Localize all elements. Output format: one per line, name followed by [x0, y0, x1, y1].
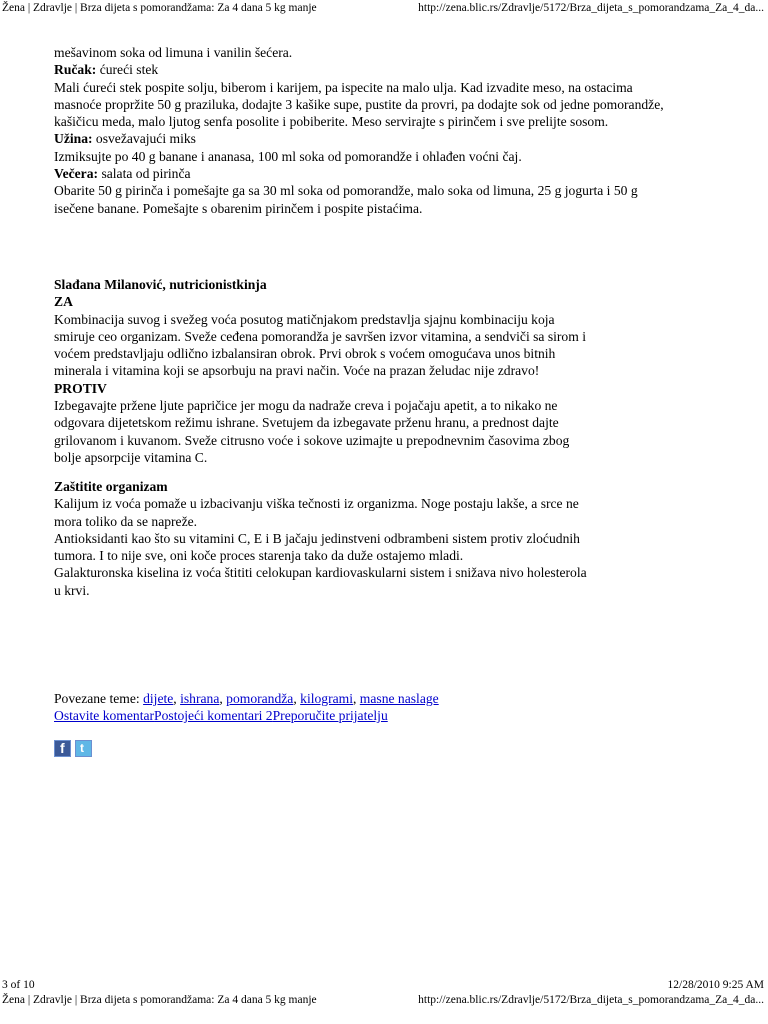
existing-comments-link[interactable]: Postojeći komentari 2	[154, 708, 273, 724]
protiv-label: PROTIV	[54, 380, 107, 396]
uzina-title: osvežavajući miks	[95, 131, 196, 147]
print-datetime: 12/28/2010 9:25 AM	[667, 979, 764, 991]
vecera-line: isečene banane. Pomešajte s obarenim pirinčem i pospite pistaćima.	[54, 200, 423, 216]
protiv-heading	[54, 380, 722, 397]
tag-link-kilogrami[interactable]: kilogrami	[300, 691, 353, 706]
protiv-line: bolje apsorpcije vitamina C.	[54, 449, 208, 465]
uzina-label: Užina:	[54, 131, 93, 147]
tag-link-pomorandza[interactable]: pomorandža	[226, 691, 294, 706]
tag-link-ishrana[interactable]: ishrana	[180, 691, 220, 706]
tag-link-masne-naslage[interactable]: masne naslage	[359, 691, 439, 706]
protiv-line: grilovanom i kuvanom. Sveže citrusno voće i sokove uzimajte u prepodnevnim časovima zbog	[54, 432, 570, 448]
comment-links	[54, 707, 722, 724]
recommend-friend-link[interactable]: Preporučite prijatelju	[272, 708, 388, 724]
vecera-label: Večera:	[54, 166, 99, 182]
protect-line: Galakturonska kiselina iz voća štititi celokupan kardiovaskularni sistem i snižava nivo holesterola	[54, 565, 587, 581]
expert-section	[54, 276, 722, 466]
rucak-title: ćureći stek	[99, 62, 159, 78]
expert-name-text: Slađana Milanović, nutricionistkinja	[54, 277, 267, 292]
protect-line: Kalijum iz voća pomaže u izbacivanju viška tečnosti iz organizma. Noge postaju lakše, a srce ne	[54, 496, 579, 512]
rucak-line: kašičicu meda, malo ljutog senfa posolite i pobiberite. Meso servirajte s pirinčem i sve prelijte sosom.	[54, 114, 609, 130]
vecera-line: Obarite 50 g pirinča i pomešajte ga sa 30 ml soka od pomorandže, malo soka od limuna, 25 g jogurta i 50 g	[54, 183, 638, 199]
za-line: smiruje ceo organizam. Sveže ceđena pomorandža je savršen izvor vitamina, a sendviči sa sirom i	[54, 328, 586, 344]
rucak-line: masnoće propržite 50 g praziluka, dodajte 3 kašike supe, pustite da provri, pa dodajte sok od jedne pomorandže,	[54, 96, 664, 112]
vecera-title: salata od pirinča	[101, 166, 191, 182]
protect-line: tumora. I to nije sve, oni koče proces starenja tako da duže ostajemo mladi.	[54, 548, 464, 564]
rucak-heading	[54, 61, 722, 78]
next-page-title: Žena | Zdravlje | Brza dijeta s pomorandžama: Za 4 dana 5 kg manje	[2, 994, 317, 1006]
protiv-line: odgovara dijetetskom režimu ishrane. Svetujem da izbegavate prženu hranu, a prednost dajte	[54, 415, 559, 431]
rucak-label: Ručak:	[54, 62, 97, 78]
za-line: Kombinacija suvog i svežeg voća posutog matičnjakom predstavlja sjajnu kombinaciju koja	[54, 311, 555, 327]
related-label: Povezane teme:	[54, 691, 140, 706]
social-share	[54, 740, 92, 757]
vecera-heading	[54, 165, 722, 182]
menu-section	[54, 44, 722, 217]
next-page-url: http://zena.blic.rs/Zdravlje/5172/Brza_dijeta_s_pomorandzama_Za_4_da...	[418, 994, 764, 1006]
protect-heading-text: Zaštitite organizam	[54, 479, 168, 494]
expert-name	[54, 276, 722, 293]
uzina-line: Izmiksujte po 40 g banane i ananasa, 100 ml soka od pomorandže i ohlađen voćni čaj.	[54, 148, 522, 164]
za-label: ZA	[54, 294, 73, 310]
protect-line: Antioksidanti kao što su vitamini C, E i B jačaju jedinstveni odbrambeni sistem protiv zloćudnih	[54, 530, 580, 546]
facebook-icon[interactable]	[54, 740, 71, 757]
za-heading	[54, 293, 722, 310]
protect-line: u krvi.	[54, 582, 90, 598]
za-line: minerala i vitamina koji se apsorbuju na pravi način. Voće na prazan želudac nije zdravo!	[54, 363, 540, 379]
related-section	[54, 690, 722, 725]
leave-comment-link[interactable]: Ostavite komentar	[54, 708, 155, 724]
protiv-line: Izbegavajte pržene ljute papričice jer mogu da nadraže creva i pojačaju apetit, a to nikako ne	[54, 398, 558, 414]
protect-heading	[54, 478, 722, 495]
page-number: 3 of 10	[2, 979, 35, 991]
tag-link-dijete[interactable]: dijete	[143, 691, 174, 706]
page-url: http://zena.blic.rs/Zdravlje/5172/Brza_dijeta_s_pomorandzama_Za_4_da...	[418, 2, 764, 14]
twitter-icon[interactable]	[75, 740, 92, 757]
related-topics: Povezane teme: dijete, ishrana, pomorandža, kilogrami, masne naslage	[54, 691, 439, 706]
uzina-heading	[54, 130, 722, 147]
twitter-glyph: t	[80, 741, 84, 755]
page-title: Žena | Zdravlje | Brza dijeta s pomorandžama: Za 4 dana 5 kg manje	[2, 2, 317, 14]
rucak-line: Mali ćureći stek pospite solju, biberom i karijem, pa ispecite na malo ulja. Kad izvadite meso, na ostacima	[54, 79, 633, 95]
protect-line: mora toliko da se napreže.	[54, 513, 198, 529]
facebook-glyph: f	[60, 740, 65, 756]
protect-section	[54, 478, 722, 599]
za-line: voćem predstavljaju odlično izbalansiran obrok. Prvi obrok s voćem omogućava unos bitnih	[54, 346, 556, 362]
intro-tail: mešavinom soka od limuna i vanilin šećera.	[54, 45, 293, 60]
